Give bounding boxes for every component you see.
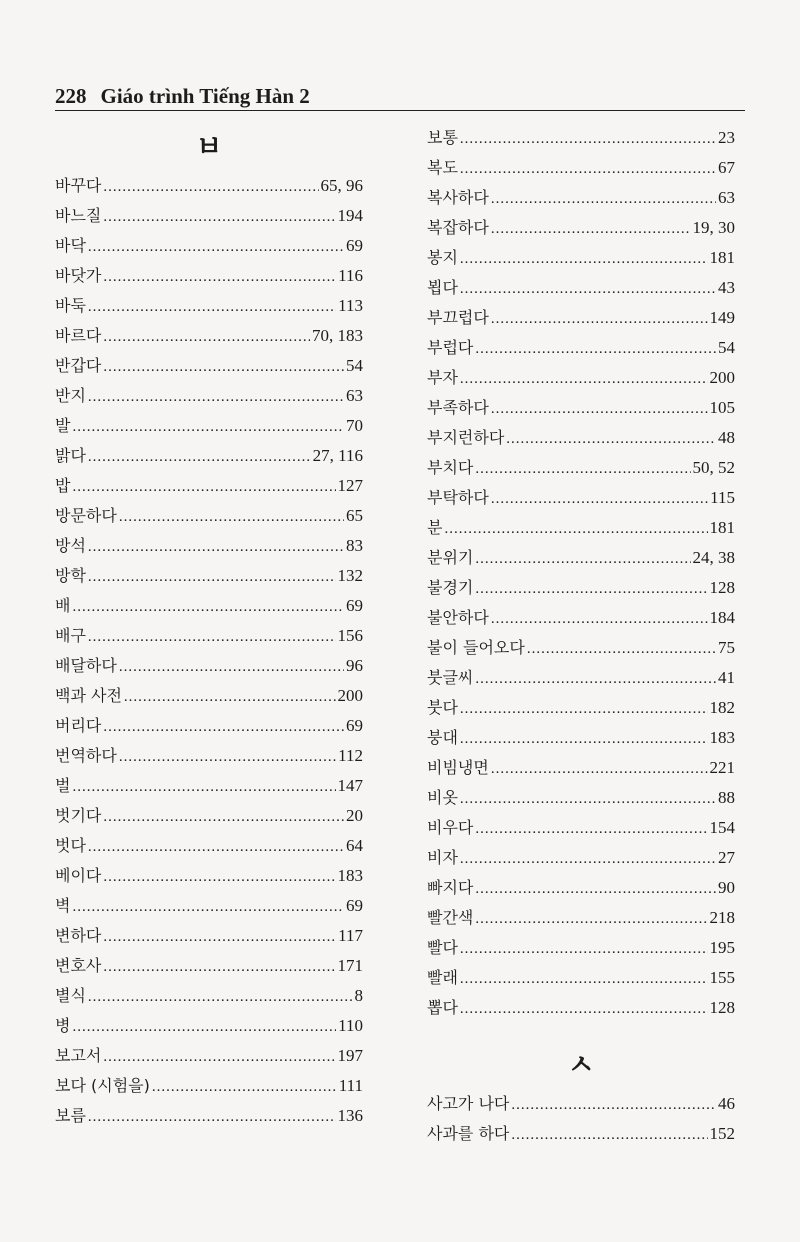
- dot-leader: [88, 982, 353, 1012]
- entry-page: 184: [709, 608, 735, 627]
- entry-page: 128: [709, 578, 735, 597]
- entry-word: 벌: [55, 776, 71, 795]
- entry-word: 배: [55, 596, 71, 615]
- dot-leader: [527, 634, 716, 664]
- entry-word: 반지: [55, 386, 86, 405]
- entry-word: 비자: [427, 848, 458, 867]
- dot-leader: [72, 592, 344, 622]
- index-entry: [427, 303, 735, 333]
- entry-word: 변호사: [55, 956, 102, 975]
- dot-leader: [491, 184, 716, 214]
- dot-leader: [475, 454, 690, 484]
- dot-leader: [511, 1120, 707, 1150]
- dot-leader: [88, 532, 344, 562]
- entry-list: [427, 1089, 735, 1149]
- entry-page: 54: [346, 356, 363, 375]
- index-entry: [427, 633, 735, 663]
- dot-leader: [460, 154, 716, 184]
- dot-leader: [491, 754, 708, 784]
- dot-leader: [475, 334, 716, 364]
- entry-page: 8: [354, 986, 363, 1005]
- index-entry: [55, 891, 363, 921]
- entry-word: 배구: [55, 626, 86, 645]
- entry-page: 67: [718, 158, 735, 177]
- dot-leader: [103, 172, 318, 202]
- dot-leader: [119, 742, 336, 772]
- index-entry: [427, 603, 735, 633]
- index-entry: [427, 993, 735, 1023]
- entry-word: 방학: [55, 566, 86, 585]
- dot-leader: [103, 802, 344, 832]
- entry-word: 사과를 하다: [427, 1124, 510, 1143]
- index-entry: [427, 213, 735, 243]
- dot-leader: [88, 622, 336, 652]
- entry-page: 105: [709, 398, 735, 417]
- entry-word: 배달하다: [55, 656, 117, 675]
- index-entry: [427, 363, 735, 393]
- entry-page: 117: [338, 926, 363, 945]
- entry-word: 빠지다: [427, 878, 474, 897]
- entry-word: 부지런하다: [427, 428, 505, 447]
- index-entry: [427, 183, 735, 213]
- entry-page: 69: [346, 596, 363, 615]
- index-entry: [55, 1071, 363, 1101]
- index-entry: [55, 231, 363, 261]
- entry-word: 밝다: [55, 446, 86, 465]
- dot-leader: [152, 1072, 337, 1102]
- index-entry: [55, 381, 363, 411]
- dot-leader: [103, 322, 310, 352]
- entry-page: 115: [710, 488, 735, 507]
- dot-leader: [88, 382, 344, 412]
- entry-page: 65: [346, 506, 363, 525]
- entry-page: 20: [346, 806, 363, 825]
- entry-word: 바둑: [55, 296, 86, 315]
- index-entry: [55, 1101, 363, 1131]
- entry-page: 127: [337, 476, 363, 495]
- index-entry: [55, 741, 363, 771]
- dot-leader: [103, 202, 335, 232]
- entry-word: 불경기: [427, 578, 474, 597]
- entry-word: 부탁하다: [427, 488, 489, 507]
- index-entry: [55, 621, 363, 651]
- index-entry: [427, 573, 735, 603]
- entry-page: 69: [346, 236, 363, 255]
- dot-leader: [460, 994, 708, 1024]
- entry-page: 182: [709, 698, 735, 717]
- index-entry: [427, 273, 735, 303]
- entry-page: 195: [709, 938, 735, 957]
- entry-word: 바닥: [55, 236, 86, 255]
- entry-word: 베이다: [55, 866, 102, 885]
- dot-leader: [460, 934, 708, 964]
- index-entry: [427, 333, 735, 363]
- entry-word: 복잡하다: [427, 218, 489, 237]
- entry-page: 19, 30: [692, 218, 735, 237]
- entry-page: 149: [709, 308, 735, 327]
- index-entry: [427, 243, 735, 273]
- index-entry: [55, 561, 363, 591]
- dot-leader: [103, 862, 335, 892]
- entry-word: 부럽다: [427, 338, 474, 357]
- index-entry: [55, 321, 363, 351]
- entry-word: 부자: [427, 368, 458, 387]
- entry-word: 불이 들어오다: [427, 638, 525, 657]
- dot-leader: [475, 814, 707, 844]
- page-number: 228: [55, 84, 87, 108]
- entry-page: 197: [337, 1046, 363, 1065]
- dot-leader: [460, 784, 716, 814]
- dot-leader: [444, 514, 707, 544]
- entry-word: 보름: [55, 1106, 86, 1125]
- dot-leader: [88, 442, 311, 472]
- entry-word: 방석: [55, 536, 86, 555]
- dot-leader: [475, 544, 690, 574]
- entry-page: 69: [346, 896, 363, 915]
- entry-page: 200: [709, 368, 735, 387]
- index-entry: [427, 1089, 735, 1119]
- index-entry: [427, 543, 735, 573]
- entry-page: 154: [709, 818, 735, 837]
- index-entry: [55, 351, 363, 381]
- dot-leader: [124, 682, 336, 712]
- index-entry: [55, 1011, 363, 1041]
- index-entry: [427, 783, 735, 813]
- entry-page: 116: [338, 266, 363, 285]
- entry-word: 변하다: [55, 926, 102, 945]
- index-entry: [427, 423, 735, 453]
- entry-page: 110: [338, 1016, 363, 1035]
- entry-word: 보통: [427, 128, 458, 147]
- index-entry: [55, 861, 363, 891]
- entry-page: 70, 183: [312, 326, 363, 345]
- entry-word: 부치다: [427, 458, 474, 477]
- index-entry: [427, 453, 735, 483]
- index-entry: [427, 123, 735, 153]
- entry-word: 별식: [55, 986, 86, 1005]
- index-entry: [55, 201, 363, 231]
- dot-leader: [88, 232, 344, 262]
- entry-word: 비우다: [427, 818, 474, 837]
- dot-leader: [72, 772, 335, 802]
- dot-leader: [460, 274, 716, 304]
- entry-word: 분: [427, 518, 443, 537]
- dot-leader: [103, 262, 336, 292]
- dot-leader: [72, 892, 344, 922]
- entry-page: 64: [346, 836, 363, 855]
- index-entry: [55, 1041, 363, 1071]
- dot-leader: [103, 352, 344, 382]
- dot-leader: [506, 424, 716, 454]
- dot-leader: [491, 214, 691, 244]
- entry-page: 83: [346, 536, 363, 555]
- entry-word: 붕대: [427, 728, 458, 747]
- entry-word: 비옷: [427, 788, 458, 807]
- entry-word: 바닷가: [55, 266, 102, 285]
- index-entry: [427, 1119, 735, 1149]
- index-entry: [427, 483, 735, 513]
- entry-page: 27: [718, 848, 735, 867]
- dot-leader: [475, 664, 716, 694]
- entry-page: 63: [718, 188, 735, 207]
- index-entry: [55, 801, 363, 831]
- entry-page: 63: [346, 386, 363, 405]
- index-entry: [427, 933, 735, 963]
- index-entry: [55, 771, 363, 801]
- entry-word: 버리다: [55, 716, 102, 735]
- dot-leader: [460, 964, 708, 994]
- dot-leader: [72, 412, 344, 442]
- index-entry: [55, 171, 363, 201]
- entry-list: [55, 171, 363, 1131]
- entry-word: 보고서: [55, 1046, 102, 1065]
- entry-page: 128: [709, 998, 735, 1017]
- entry-word: 병: [55, 1016, 71, 1035]
- entry-page: 136: [337, 1106, 363, 1125]
- index-entry: [55, 951, 363, 981]
- entry-page: 70: [346, 416, 363, 435]
- index-entry: [55, 981, 363, 1011]
- index-entry: [427, 903, 735, 933]
- index-entry: [427, 693, 735, 723]
- entry-word: 부끄럽다: [427, 308, 489, 327]
- dot-leader: [119, 652, 344, 682]
- entry-word: 발: [55, 416, 71, 435]
- dot-leader: [103, 712, 344, 742]
- dot-leader: [103, 952, 335, 982]
- index-entry: [427, 153, 735, 183]
- entry-word: 벗기다: [55, 806, 102, 825]
- entry-page: 46: [718, 1094, 735, 1113]
- index-entry: [55, 471, 363, 501]
- index-entry: [427, 513, 735, 543]
- entry-page: 27, 116: [312, 446, 363, 465]
- entry-page: 41: [718, 668, 735, 687]
- index-entry: [55, 531, 363, 561]
- entry-word: 복사하다: [427, 188, 489, 207]
- entry-page: 183: [337, 866, 363, 885]
- entry-word: 복도: [427, 158, 458, 177]
- entry-page: 147: [337, 776, 363, 795]
- entry-page: 218: [709, 908, 735, 927]
- entry-page: 43: [718, 278, 735, 297]
- entry-word: 반갑다: [55, 356, 102, 375]
- entry-page: 171: [337, 956, 363, 975]
- index-entry: [427, 663, 735, 693]
- entry-page: 111: [338, 1076, 363, 1095]
- dot-leader: [460, 844, 716, 874]
- index-entry: [55, 441, 363, 471]
- entry-page: 54: [718, 338, 735, 357]
- dot-leader: [460, 724, 708, 754]
- entry-word: 뽑다: [427, 998, 458, 1017]
- entry-page: 155: [709, 968, 735, 987]
- entry-word: 벽: [55, 896, 71, 915]
- entry-page: 181: [709, 518, 735, 537]
- entry-word: 보다 (시험을): [55, 1076, 150, 1095]
- entry-page: 221: [709, 758, 735, 777]
- dot-leader: [88, 292, 336, 322]
- entry-list: [427, 123, 735, 1023]
- entry-word: 벗다: [55, 836, 86, 855]
- dot-leader: [103, 922, 336, 952]
- index-entry: [55, 651, 363, 681]
- entry-word: 밥: [55, 476, 71, 495]
- entry-page: 90: [718, 878, 735, 897]
- entry-page: 194: [337, 206, 363, 225]
- entry-page: 152: [709, 1124, 735, 1143]
- entry-page: 96: [346, 656, 363, 675]
- entry-word: 봉지: [427, 248, 458, 267]
- entry-page: 113: [338, 296, 363, 315]
- index-entry: [427, 873, 735, 903]
- entry-word: 사고가 나다: [427, 1094, 510, 1113]
- dot-leader: [88, 832, 344, 862]
- index-entry: [427, 813, 735, 843]
- index-entry: [55, 411, 363, 441]
- entry-page: 200: [337, 686, 363, 705]
- dot-leader: [475, 574, 707, 604]
- entry-word: 빨다: [427, 938, 458, 957]
- entry-word: 부족하다: [427, 398, 489, 417]
- entry-word: 방문하다: [55, 506, 117, 525]
- dot-leader: [475, 874, 716, 904]
- page-header: [55, 84, 745, 109]
- dot-leader: [511, 1090, 716, 1120]
- index-entry: [55, 291, 363, 321]
- index-entry: [55, 261, 363, 291]
- dot-leader: [72, 1012, 336, 1042]
- entry-word: 바르다: [55, 326, 102, 345]
- index-entry: [427, 393, 735, 423]
- entry-word: 비빔냉면: [427, 758, 489, 777]
- entry-page: 69: [346, 716, 363, 735]
- dot-leader: [460, 124, 716, 154]
- index-entry: [427, 723, 735, 753]
- index-entry: [55, 681, 363, 711]
- entry-page: 23: [718, 128, 735, 147]
- entry-word: 번역하다: [55, 746, 117, 765]
- entry-page: 48: [718, 428, 735, 447]
- dot-leader: [460, 364, 708, 394]
- entry-word: 붓글씨: [427, 668, 474, 687]
- entry-page: 75: [718, 638, 735, 657]
- dot-leader: [491, 484, 708, 514]
- index-entry: [55, 921, 363, 951]
- entry-page: 65, 96: [320, 176, 363, 195]
- entry-word: 불안하다: [427, 608, 489, 627]
- dot-leader: [88, 562, 336, 592]
- entry-page: 50, 52: [692, 458, 735, 477]
- index-entry: [55, 711, 363, 741]
- entry-page: 132: [337, 566, 363, 585]
- index-entry: [55, 591, 363, 621]
- index-entry: [427, 753, 735, 783]
- entry-word: 빨간색: [427, 908, 474, 927]
- index-column-right: [427, 123, 735, 1149]
- dot-leader: [460, 694, 708, 724]
- entry-page: 112: [338, 746, 363, 765]
- dot-leader: [88, 1102, 336, 1132]
- dot-leader: [119, 502, 344, 532]
- entry-page: 24, 38: [692, 548, 735, 567]
- entry-word: 분위기: [427, 548, 474, 567]
- index-column-left: [55, 123, 363, 1131]
- entry-word: 바꾸다: [55, 176, 102, 195]
- entry-word: 붓다: [427, 698, 458, 717]
- entry-page: 88: [718, 788, 735, 807]
- entry-word: 백과 사전: [55, 686, 122, 705]
- dot-leader: [72, 472, 335, 502]
- section-letter: ㅅ: [567, 1048, 595, 1081]
- entry-word: 바느질: [55, 206, 102, 225]
- dot-leader: [103, 1042, 335, 1072]
- entry-page: 181: [709, 248, 735, 267]
- section-letter: ㅂ: [195, 130, 223, 163]
- dot-leader: [491, 604, 708, 634]
- book-title: Giáo trình Tiếng Hàn 2: [100, 84, 310, 108]
- entry-word: 빨래: [427, 968, 458, 987]
- index-entry: [427, 963, 735, 993]
- entry-page: 156: [337, 626, 363, 645]
- dot-leader: [491, 304, 708, 334]
- index-entry: [55, 501, 363, 531]
- dot-leader: [460, 244, 708, 274]
- dot-leader: [491, 394, 708, 424]
- entry-page: 183: [709, 728, 735, 747]
- index-entry: [427, 843, 735, 873]
- entry-word: 뵙다: [427, 278, 458, 297]
- index-entry: [55, 831, 363, 861]
- header-rule: [55, 110, 745, 111]
- dot-leader: [475, 904, 707, 934]
